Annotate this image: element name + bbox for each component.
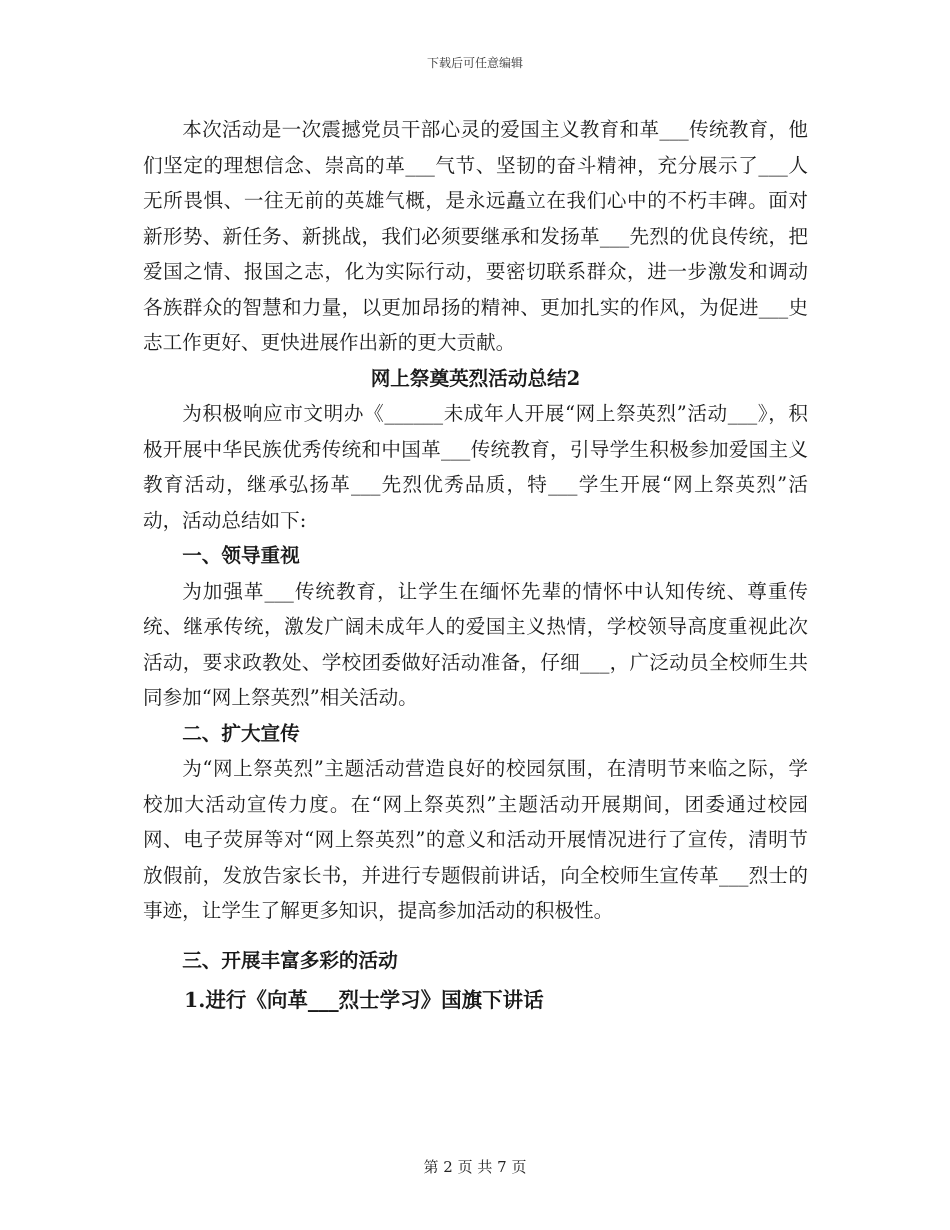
section-paragraph-publicity: 为“网上祭英烈”主题活动营造良好的校园氛围，在清明节来临之际，学校加大活动宣传力度。在“网上祭英烈”主题活动开展期间，团委通过校园网、电子荧屏等对“网上祭英烈”的意义和活动开展情况进行了宣传，清明节放假前，发放告家长书，并进行专题假前讲话，向全校师生宣传革___烈士的事迹，让学生了解更多知识，提高参加活动的积极性。 [143, 757, 808, 922]
section-heading-activities: 三、开展丰富多彩的活动 [182, 948, 398, 972]
page-footer: 第 2 页 共 7 页 [423, 1158, 527, 1176]
document-title: 网上祭奠英烈活动总结2 [370, 366, 581, 390]
document-body [143, 112, 808, 1020]
section-paragraph-leadership: 为加强革___传统教育，让学生在缅怀先辈的情怀中认知传统、尊重传统、继承传统，激发广阔未成年人的爱国主义热情，学校领导高度重视此次活动，要求政教处、学校团委做好活动准备，仔细___，广泛动员全校师生共同参加“网上祭英烈”相关活动。 [143, 579, 808, 709]
summary-paragraph: 为积极响应市文明办《______未成年人开展“网上祭英烈”活动___》，积极开展中华民族优秀传统和中国革___传统教育，引导学生积极参加爱国主义教育活动，继承弘扬革___先烈优秀品质，特___学生开展“网上祭英烈”活动，活动总结如下: [143, 402, 808, 532]
section-heading-leadership: 一、领导重视 [182, 544, 300, 567]
page-header: 下载后可任意编辑 [426, 56, 523, 70]
subsection-heading-flag-speech: 1.进行《向革___烈士学习》国旗下讲话 [184, 987, 544, 1012]
section-heading-publicity: 二、扩大宣传 [182, 721, 300, 745]
intro-paragraph: 本次活动是一次震撼党员干部心灵的爱国主义教育和革___传统教育，他们坚定的理想信念、崇高的革___气节、坚韧的奋斗精神，充分展示了___人无所畏惧、一往无前的英雄气概，是永远矗立在我们心中的不朽丰碑。面对新形势、新任务、新挑战，我们必须要继承和发扬革___先烈的优良传统，把爱国之情、报国之志，化为实际行动，要密切联系群众，进一步激发和调动各族群众的智慧和力量，以更加昂扬的精神、更加扎实的作风，为促进___史志工作更好、更快进展作出新的更大贡献。 [143, 118, 808, 354]
